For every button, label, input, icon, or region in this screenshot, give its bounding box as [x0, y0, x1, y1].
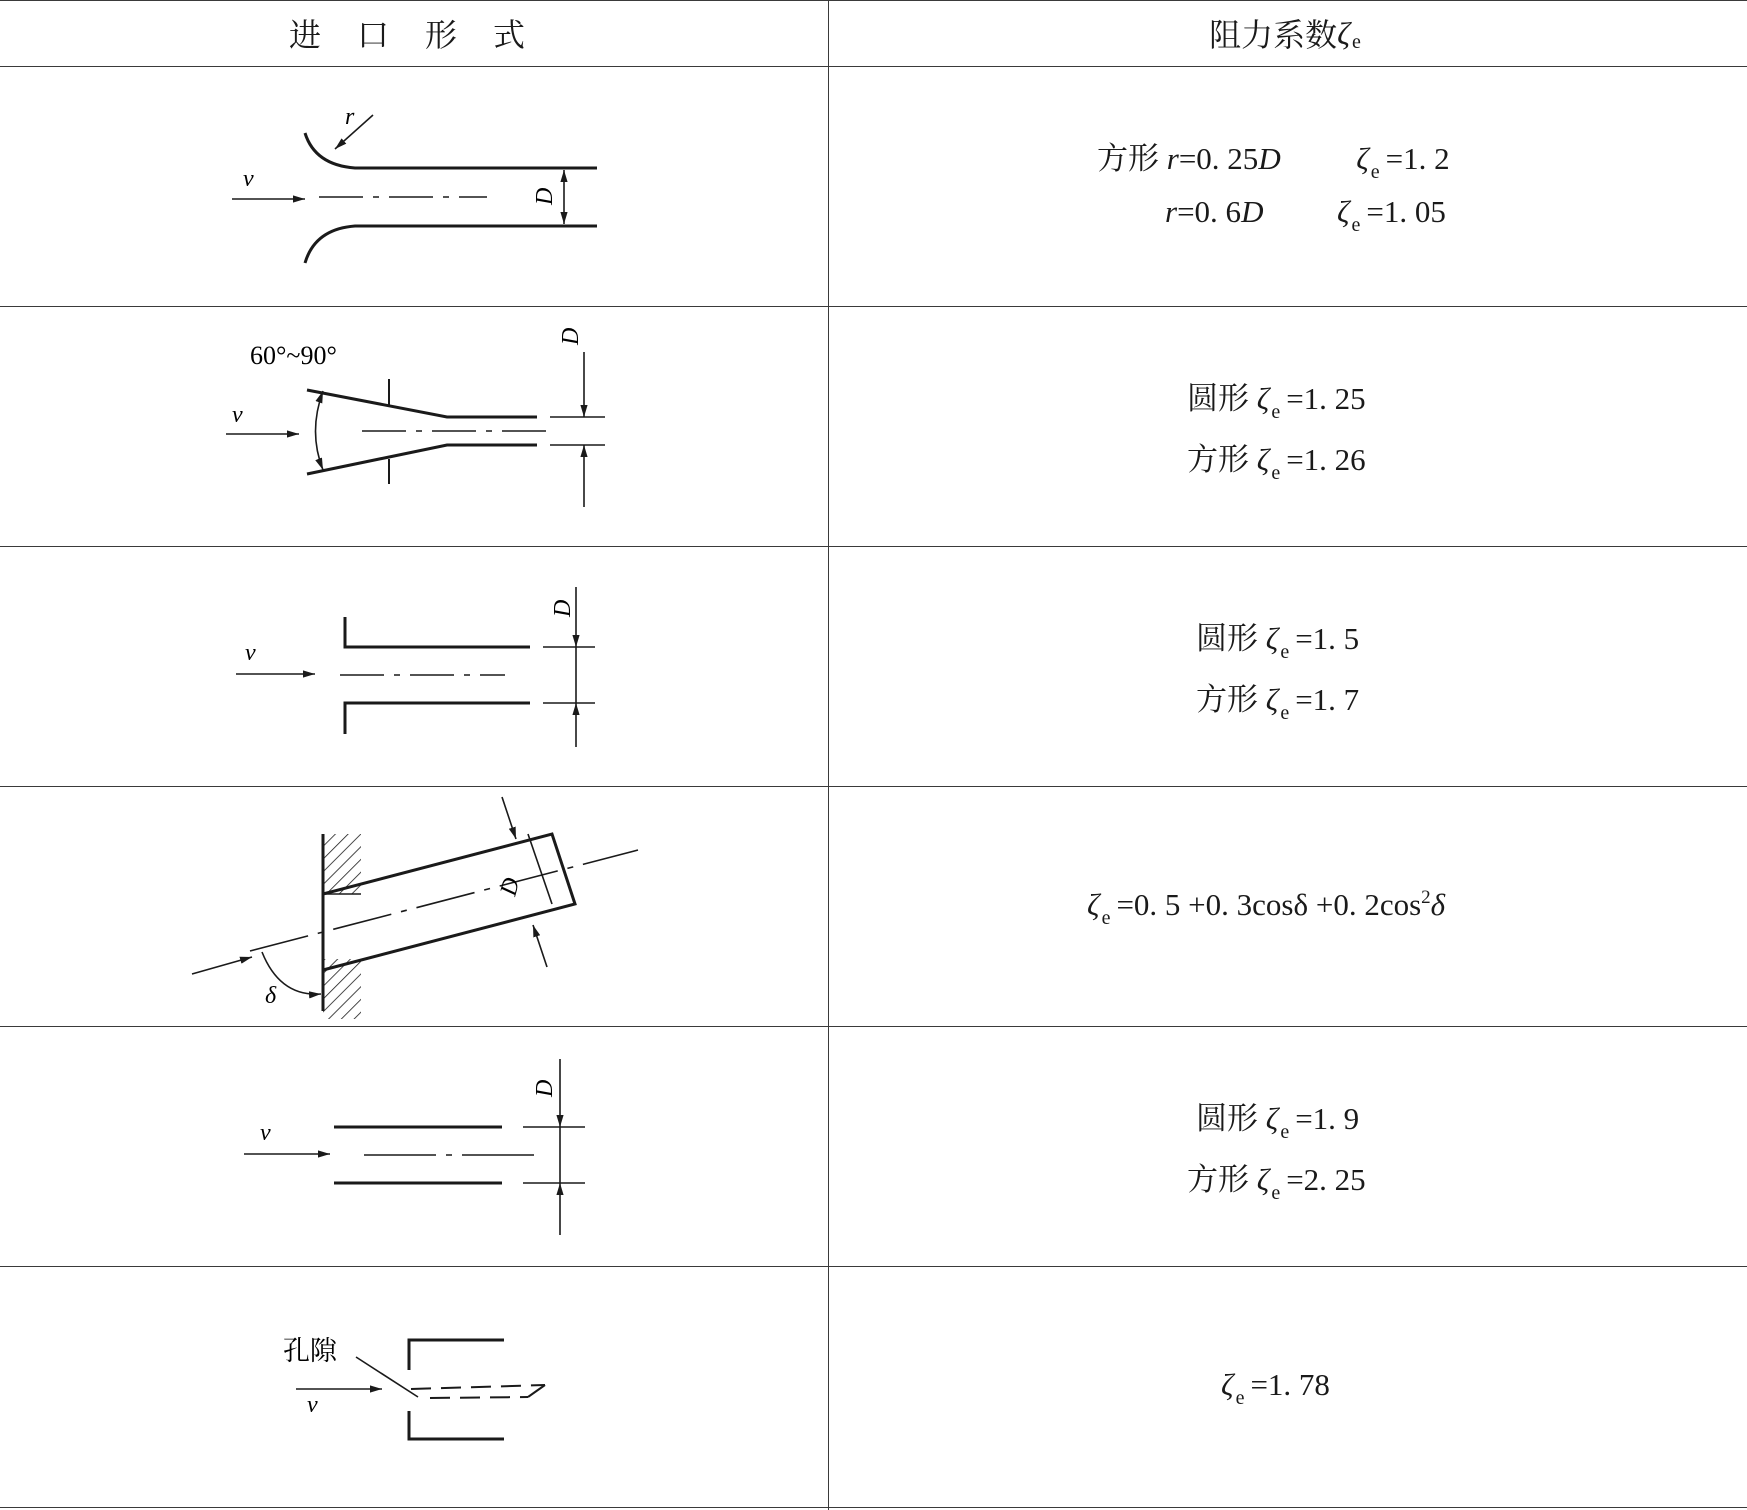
- header-zeta-symbol: ζ: [1337, 14, 1351, 51]
- column-header-inlet-form: 进 口 形 式: [288, 17, 539, 53]
- flanged-inlet-diagram: [0, 547, 828, 786]
- row1-line2: r=0. 6D ζ $_e$ =1. 05: [1165, 194, 1446, 236]
- row3-line1: 圆形 ζ $_e$ =1. 5: [1196, 621, 1360, 663]
- diameter-label: D: [532, 1079, 558, 1097]
- row2-values: [829, 307, 1747, 546]
- angle-delta-label: δ: [265, 983, 277, 1009]
- row5-figure: [0, 1027, 828, 1266]
- zeta-symbol: ζ: [1356, 141, 1369, 176]
- zeta-symbol: ζ: [1087, 887, 1100, 922]
- diameter-label: D: [495, 875, 526, 899]
- row1-line1: 方形 r=0. 25D ζ $_e$ =1. 2: [1097, 141, 1450, 183]
- row3-figure: [0, 547, 828, 786]
- velocity-label: v: [260, 1120, 271, 1146]
- row6-line: ζ $_e$ =1. 78: [1221, 1367, 1330, 1409]
- row4-values: [829, 787, 1747, 1026]
- row6-figure: [0, 1267, 828, 1507]
- column-header-resistance-coefficient: [829, 0, 1747, 66]
- gap-inlet-diagram: [0, 1267, 828, 1507]
- row3-line2: 方形 ζ $_e$ =1. 7: [1196, 682, 1360, 724]
- row4-formula: ζ $_e$ =0. 5 +0. 3cosδ +0. $2\cos^2\delta$: [1087, 887, 1446, 929]
- zeta-symbol: ζ: [1221, 1367, 1234, 1402]
- row5-line2: 方形 ζ $_e$ =2. 25: [1187, 1162, 1366, 1204]
- row2-figure: [0, 307, 828, 546]
- inclined-inlet-diagram: [0, 787, 828, 1026]
- row1-values: [829, 67, 1747, 306]
- zeta-symbol: ζ: [1256, 1162, 1270, 1197]
- zeta-symbol: ζ: [1265, 682, 1279, 717]
- velocity-label: v: [307, 1392, 318, 1418]
- zeta-symbol: ζ: [1256, 442, 1270, 477]
- row2-line2: 方形 ζ $_e$ =1. 26: [1187, 442, 1366, 484]
- row5-line1: 圆形 ζ $_e$ =1. 9: [1196, 1101, 1360, 1143]
- velocity-label: v: [243, 166, 254, 192]
- row4-figure: [0, 787, 828, 1026]
- bellmouth-inlet-diagram: [0, 67, 828, 306]
- velocity-label: v: [245, 640, 256, 666]
- row5-values: [829, 1027, 1747, 1266]
- row6-values: [829, 1267, 1747, 1507]
- row1-figure: [0, 67, 828, 306]
- gap-label: 孔隙: [283, 1336, 337, 1366]
- diameter-label: D: [550, 599, 576, 617]
- row2-line1: 圆形 ζ $_e$ =1. 25: [1187, 381, 1366, 423]
- zeta-symbol: ζ: [1336, 194, 1350, 229]
- velocity-label: v: [232, 402, 243, 428]
- row3-values: [829, 547, 1747, 786]
- diameter-label: D: [558, 327, 584, 345]
- header-coef-label: 阻力系数: [1209, 17, 1338, 53]
- zeta-symbol: ζ: [1256, 381, 1270, 416]
- table-bottom-border: [0, 1507, 1747, 1508]
- zeta-symbol: ζ: [1265, 621, 1279, 656]
- cone-angle-label: 60°~90°: [250, 341, 337, 370]
- conical-inlet-diagram: [0, 307, 828, 546]
- diameter-label: D: [532, 187, 558, 205]
- radius-label: r: [345, 104, 355, 130]
- reentrant-inlet-diagram: [0, 1027, 828, 1266]
- zeta-symbol: ζ: [1265, 1101, 1279, 1136]
- header-zeta-subscript: e: [1352, 30, 1361, 53]
